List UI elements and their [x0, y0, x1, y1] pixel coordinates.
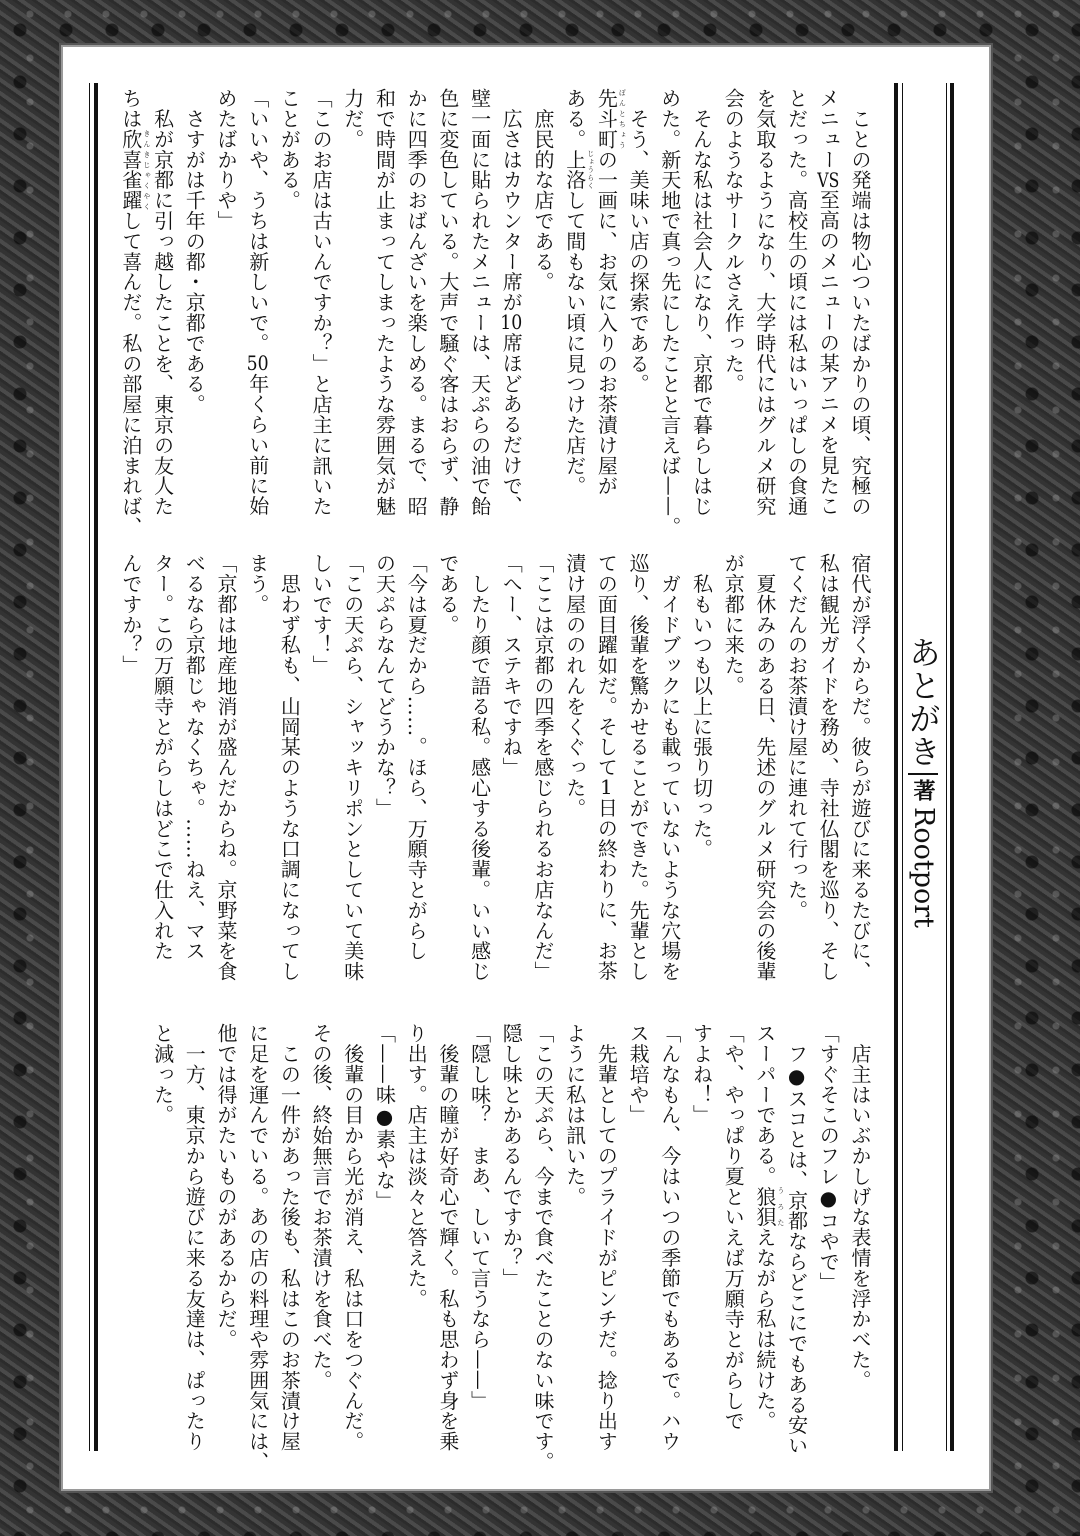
text-column: てくだんのお茶漬け屋に連れて行った。	[784, 553, 809, 921]
text-column: 「今は夏だから……。ほら、万願寺とがらし	[404, 553, 429, 961]
text-column: 「隠し味？ まあ、しいて言うなら——」	[467, 1023, 492, 1411]
text-column: 「んなもん、今はいつの季節でもあるで。ハウ	[657, 1023, 682, 1452]
text-column: 力だ。	[340, 88, 365, 150]
outer-border-thin-line	[946, 83, 947, 1451]
text-column: の天ぷらなんてどうかな？」	[372, 553, 397, 819]
text-column: 和で時間が止まってしまったような雰囲気が魅	[372, 88, 397, 517]
text-column: 「ここは京都の四季を感じられるお店なんだ」	[531, 553, 555, 982]
text-column: り出す。店主は淡々と答えた。	[404, 1023, 429, 1309]
text-column: と減った。	[150, 1023, 175, 1125]
text-column: に足を運んでいる。あの店の料理や雰囲気には、	[245, 1023, 270, 1472]
title-divider	[908, 773, 938, 775]
text-column: しいです！」	[309, 553, 334, 676]
text-column: 後輩の瞳が好奇心で輝く。私も思わず身を乗	[435, 1023, 460, 1452]
tate-chu-yoko: VS	[817, 169, 840, 190]
text-column: 巡り、後輩を驚かせることができた。先輩とし	[626, 553, 651, 982]
furigana-ruby: ぽんとちょう	[618, 89, 627, 149]
text-column: 会のようなサークルさえ作った。	[721, 88, 746, 394]
text-column: スーパーである。狼狽えながら私は続けた。	[752, 1023, 777, 1431]
text-column: 私は観光ガイドを務め、寺社仏閣を巡り、そし	[816, 553, 841, 982]
text-column: ガイドブックにも載っていないような穴場を	[657, 553, 682, 982]
text-column: 「すぐそこのフレ●コやで」	[816, 1023, 841, 1293]
furigana-ruby: じょうらく	[586, 150, 595, 189]
text-column: ての面目躍如だ。そして1日の終わりに、お茶	[594, 553, 619, 982]
text-column: 庶民的な店である。	[531, 88, 555, 292]
text-column: 隠し味とかあるんですか？」	[499, 1023, 524, 1289]
author-name: Rootport	[908, 807, 939, 928]
text-column: 壁一面に貼られたメニューは、天ぷらの油で飴	[467, 88, 492, 517]
text-column: 広さはカウンター席が10席ほどあるだけで、	[499, 88, 524, 517]
text-column: ように私は訊いた。	[562, 1023, 587, 1207]
text-column: とだった。高校生の頃には私はいっぱしの食通	[784, 88, 809, 517]
text-column: さすがは千年の都・京都である。	[182, 88, 207, 415]
text-column: ちは欣喜雀躍して喜んだ。私の部屋に泊まれば、	[118, 88, 143, 537]
text-column: そんな私は社会人になり、京都で暮らしはじ	[689, 88, 714, 517]
text-column: 「——味●素やな」	[372, 1023, 397, 1211]
text-column: 色に変色している。大声で騒ぐ客はおらず、静	[435, 88, 460, 517]
left-border-thick-line	[94, 83, 98, 1451]
text-column: めたばかりや」	[214, 88, 238, 231]
furigana-ruby: きんきじゃくやく	[142, 129, 151, 210]
text-column: 宿代が浮くからだ。彼らが遊びに来るたびに、	[848, 553, 872, 982]
text-column: 「この天ぷら、今まで食べたことのない味です。	[531, 1023, 555, 1472]
text-column: 夏休みのある日、先述のグルメ研究会の後輩	[752, 553, 777, 982]
text-column: 思わず私も、山岡某のような口調になってし	[277, 553, 302, 982]
text-column: 「へー、ステキですね」	[499, 553, 524, 778]
text-column: を気取るようになり、大学時代にはグルメ研究	[752, 88, 777, 517]
text-column: 一方、東京から遊びに来る友達は、ぱったり	[182, 1023, 207, 1452]
text-column: その後、終始無言でお茶漬けを食べた。	[309, 1023, 334, 1391]
text-column: 「この天ぷら、シャッキリポンとしていて美味	[340, 553, 365, 982]
outer-border-thick-line	[950, 83, 954, 1451]
text-column: まう。	[245, 553, 270, 615]
text-column: である。	[435, 553, 460, 635]
text-column: したり顔で語る私。感心する後輩。いい感じ	[467, 553, 492, 982]
text-column: 先輩としてのプライドがピンチだ。捻り出す	[594, 1023, 619, 1452]
text-column: めた。新天地で真っ先にしたことと言えば——。	[657, 88, 682, 537]
text-column: この一件があった後も、私はこのお茶漬け屋	[277, 1023, 302, 1452]
text-column: んですか？」	[118, 553, 143, 676]
text-column: 「や、やっぱり夏といえば万願寺とがらしで	[721, 1023, 746, 1431]
text-column: べるなら京都じゃなくちゃ。……ねえ、マス	[182, 553, 207, 961]
tate-chu-yoko: 1	[600, 777, 613, 798]
text-column: ことの発端は物心ついたばかりの頃、究極の	[848, 88, 872, 517]
text-column: ことがある。	[277, 88, 302, 211]
right-border-thin-line	[902, 83, 903, 1451]
text-column: メニューVS至高のメニューの某アニメを見たこ	[816, 88, 841, 517]
text-column: フ●スコとは、京都ならどこにでもある安い	[784, 1023, 809, 1456]
text-column: ある。上洛して間もない頃に見つけた店だ。	[562, 88, 587, 496]
text-column: 「京都は地産地消が盛んだからね。京野菜を食	[214, 553, 238, 982]
text-column: が京都に来た。	[721, 553, 746, 696]
text-column: ス栽培や」	[626, 1023, 651, 1125]
text-column: 店主はいぶかしげな表情を浮かべた。	[848, 1023, 872, 1391]
text-column: 他では得がたいものがあるからだ。	[214, 1023, 238, 1350]
tate-chu-yoko: 50	[246, 353, 269, 374]
left-border-thin-line	[89, 83, 90, 1451]
text-column: そう、美味い店の探索である。	[626, 88, 651, 394]
text-column: 私もいつも以上に張り切った。	[689, 553, 714, 859]
text-column: 後輩の目から光が消え、私は口をつぐんだ。	[340, 1023, 365, 1452]
text-column: 「いいや、うちは新しいで。50年くらい前に始	[245, 88, 270, 517]
text-column: すよね！」	[689, 1023, 714, 1125]
furigana-ruby: うろた	[776, 1187, 785, 1226]
text-column: ター。この万願寺とがらしはどこで仕入れた	[150, 553, 175, 961]
tate-chu-yoko: 10	[500, 312, 523, 333]
text-column: 私が京都に引っ越したことを、東京の友人た	[150, 88, 175, 517]
text-column: 先斗町の一画に、お気に入りのお茶漬け屋が	[594, 88, 619, 496]
afterword-title: あとがき	[904, 636, 942, 768]
text-column: 漬け屋ののれんをくぐった。	[562, 553, 587, 819]
author-label: 著	[910, 779, 936, 801]
right-border-thick-line	[894, 83, 898, 1451]
text-column: 「このお店は古いんですか？」と店主に訊いた	[309, 88, 334, 517]
text-column: かに四季のおばんざいを楽しめる。まるで、昭	[404, 88, 429, 517]
